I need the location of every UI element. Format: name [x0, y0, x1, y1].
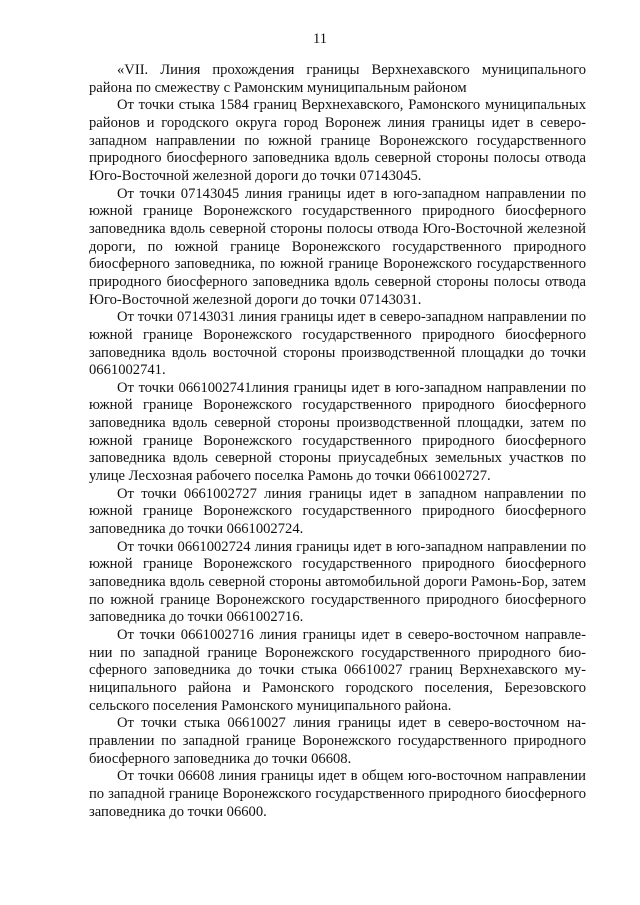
body-paragraph: От точки 07143045 линия границы идет в юго-западном направлении по южной границе Воронежского государственного природного биосферного заповедника вдоль северной стороны полосы отвода Юго-Восточной железной дороги, по южной границе Воронежского государственного природного биосферного заповедника, по южной границе Воронежского государственного природного биосферного заповедника вдоль северной стороны полосы отвода Юго-Восточной железной дороги до точки 07143031. — [89, 185, 586, 308]
page-number: 11 — [313, 31, 327, 47]
section-heading-paragraph: «VII. Линия прохождения границы Верхнехавского муниципального района по смежеству с Рамонским муниципальным районом — [89, 62, 586, 96]
body-paragraph: От точки 0661002724 линия границы идет в юго-западном направлении по южной границе Воронежского государственного природного биосферного заповедника вдоль северной стороны автомобильной дороги Рамонь-Бор, затем по южной границе Воронежского государственного природного биосферного заповедника до точки 0661002716. — [89, 538, 586, 626]
body-paragraph: От точки 07143031 линия границы идет в северо-западном направлении по южной границе Воронежского государственного природного биосферного заповедника вдоль восточной стороны производственной площадки до точки 0661002741. — [89, 309, 586, 379]
document-body — [89, 62, 586, 821]
body-paragraph: От точки стыка 06610027 линия границы идет в северо-восточном направлении по западной границе Воронежского государственного природного биосферного заповедника до точки 06608. — [89, 715, 586, 767]
body-paragraph: От точки стыка 1584 границ Верхнехавского, Рамонского муниципальных районов и городского округа город Воронеж линия границы идет в северо-западном направлении по южной границе Воронежского государственного природного биосферного заповедника вдоль северной стороны полосы отвода Юго-Восточной железной дороги до точки 07143045. — [89, 97, 586, 184]
body-paragraph: От точки 0661002727 линия границы идет в западном направлении по южной границе Воронежского государственного природного биосферного заповедника до точки 0661002724. — [89, 485, 586, 538]
body-paragraph: От точки 06608 линия границы идет в общем юго-восточном направлении по западной границе Воронежского государственного природного биосферного заповедника до точки 06600. — [89, 768, 586, 820]
body-paragraph: От точки 0661002741линия границы идет в юго-западном направлении по южной границе Воронежского государственного природного биосферного заповедника вдоль северной стороны производственной площадки, затем по южной границе Воронежского государственного природного биосферного заповедника вдоль северной стороны приусадебных земельных участков по улице Лесхозная рабочего поселка Рамонь до точки 0661002727. — [89, 379, 586, 485]
body-paragraph: От точки 0661002716 линия границы идет в северо-восточном направлении по западной границе Воронежского государственного природного биосферного заповедника до точки стыка 06610027 границ Верхнехавского муниципального района и Рамонского городского поселения, Березовского сельского поселения Рамонского муниципального района. — [89, 627, 586, 714]
